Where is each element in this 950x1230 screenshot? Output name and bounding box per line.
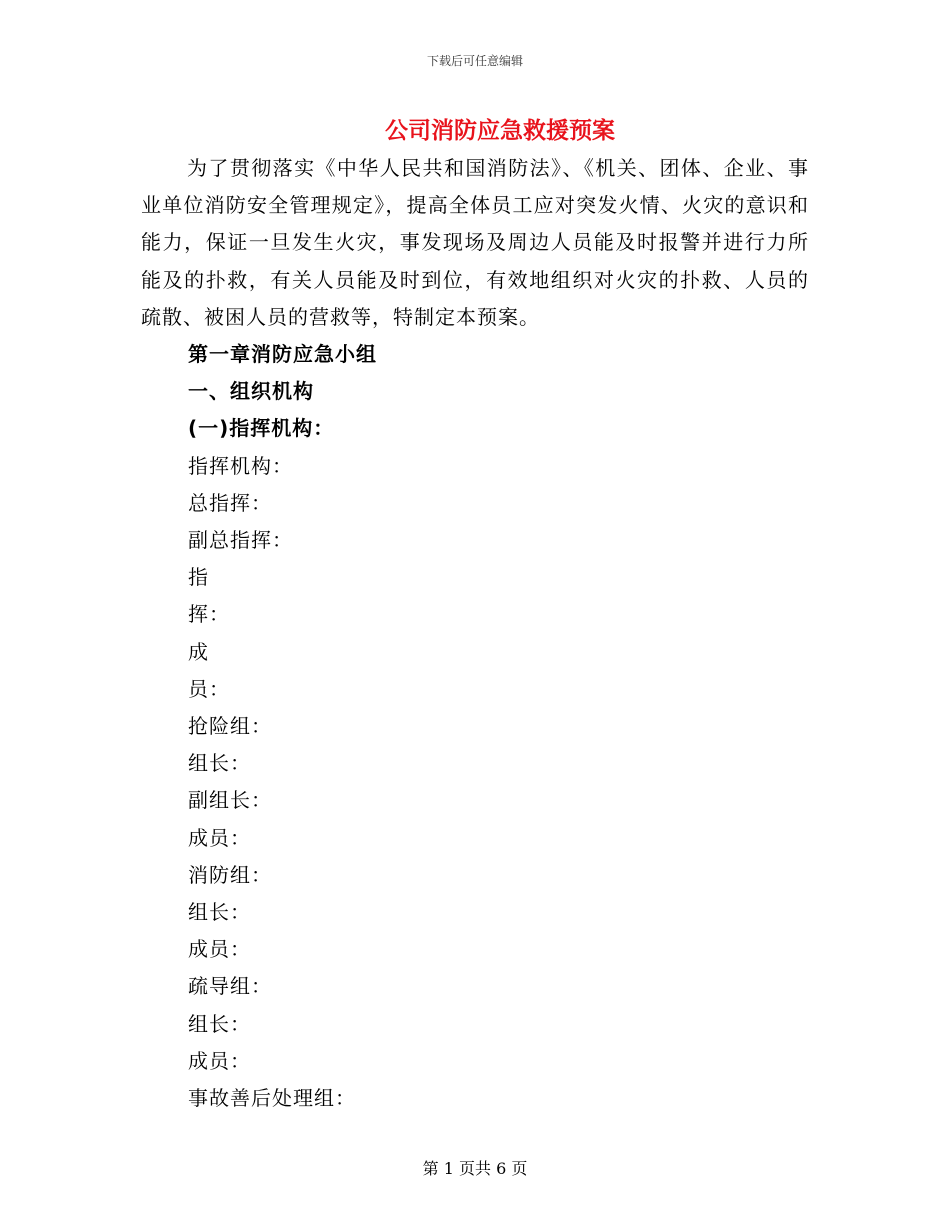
list-item: 副组长：: [188, 788, 272, 813]
list-item: 抢险组：: [188, 714, 272, 739]
document-title: 公司消防应急救援预案: [385, 118, 615, 144]
list-item: 成员：: [188, 1048, 251, 1073]
document-body: [141, 150, 809, 1117]
list-item: 消防组：: [188, 862, 272, 887]
list-item: 组长：: [188, 900, 251, 925]
list-item: 副总指挥：: [188, 528, 293, 553]
list-item: 疏导组：: [188, 974, 272, 999]
section-heading: 一、组织机构: [188, 379, 314, 404]
list-item: 组长：: [188, 751, 251, 776]
list-item: 挥：: [188, 602, 230, 627]
chapter-heading: 第一章消防应急小组: [188, 342, 377, 367]
list-item: 组长：: [188, 1011, 251, 1036]
list-item: 成: [188, 639, 209, 664]
list-item: 指挥机构：: [188, 453, 293, 478]
list-item: 指: [188, 565, 209, 590]
subsection-heading: (一)指挥机构：: [188, 416, 335, 441]
intro-paragraph: 为了贯彻落实《中华人民共和国消防法》、《机关、团体、企业、事业单位消防安全管理规定》，提高全体员工应对突发火情、火灾的意识和能力，保证一旦发生火灾，事发现场及周边人员能及时报警并进行力所能及的扑救，有关人员能及时到位，有效地组织对火灾的扑救、人员的疏散、被困人员的营救等，特制定本预案。: [141, 156, 809, 329]
list-item: 事故善后处理组：: [188, 1086, 356, 1111]
list-item: 成员：: [188, 825, 251, 850]
page-footer-number: 第 1 页共 6 页: [422, 1159, 528, 1178]
page-header-note: 下载后可任意编辑: [426, 54, 523, 68]
list-item: 总指挥：: [188, 490, 272, 515]
list-item: 成员：: [188, 937, 251, 962]
list-item: 员：: [188, 676, 230, 701]
